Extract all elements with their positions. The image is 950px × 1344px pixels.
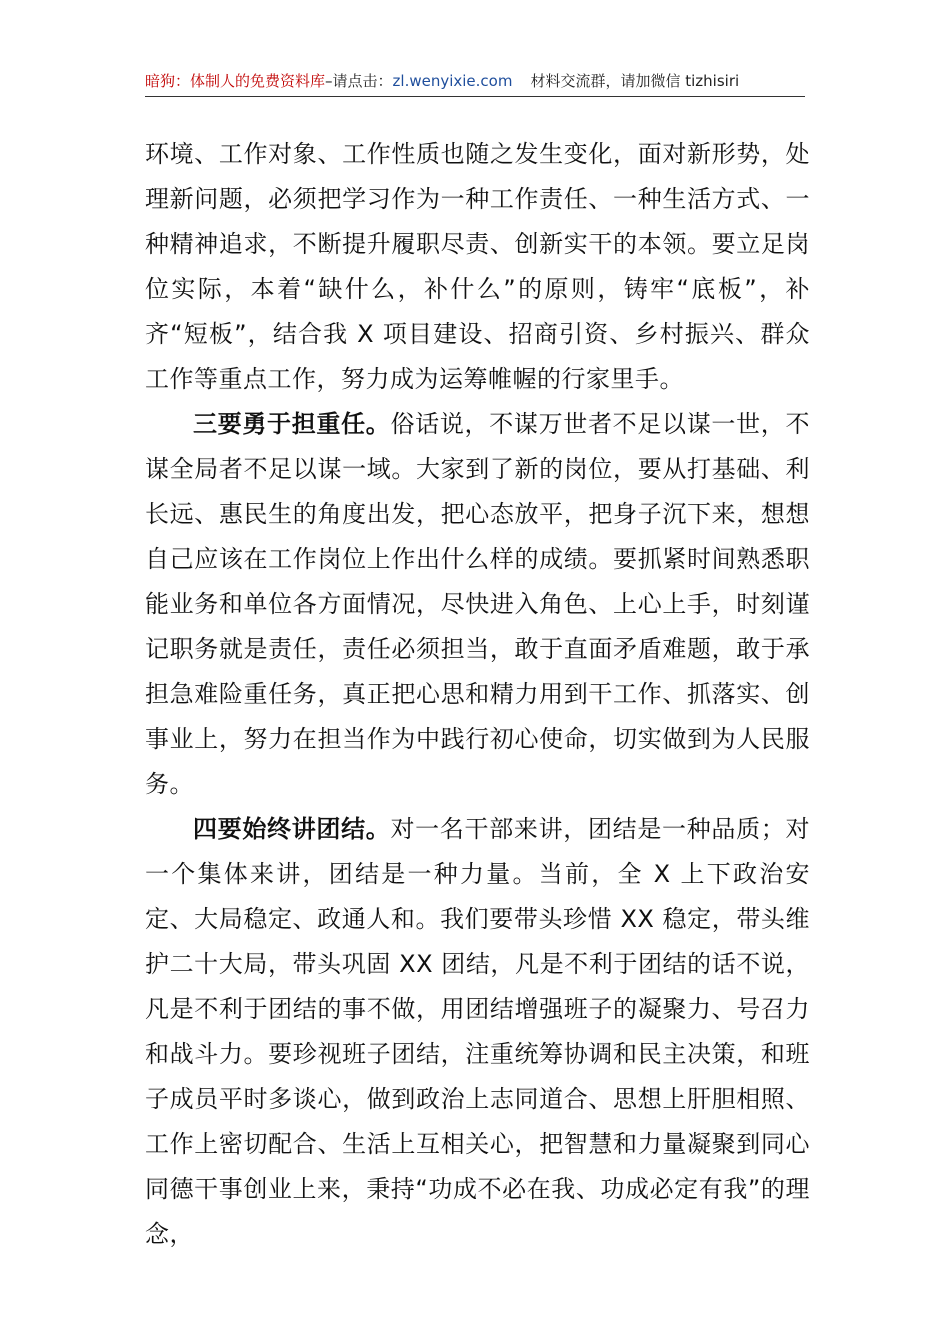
page-header (145, 66, 805, 97)
header-wechat-note: 材料交流群，请加微信 tizhisiri (530, 72, 740, 90)
paragraph-continuation (145, 132, 810, 402)
paragraph-section-four (145, 807, 810, 1257)
section-heading: 三要勇于担重任。 (193, 410, 391, 438)
paragraph-text: 对一名干部来讲，团结是一种品质；对一个集体来讲，团结是一种力量。当前，全 X 上下政治安定、大局稳定、政通人和。我们要带头珍惜 XX 稳定，带头维护二十大局，带头巩固 XX 团结，凡是不利于团结的话不说，凡是不利于团结的事不做，用团结增强班子的凝聚力、号召力和战斗力。要珍视班子团结，注重统筹协调和民主决策，和班子成员平时多谈心，做到政治上志同道合、思想上肝胆相照、工作上密切配合、生活上互相关心，把智慧和力量凝聚到同心同德干事创业上来，秉持“功成不必在我、功成必定有我”的理念， (145, 815, 810, 1248)
header-click-prompt: –请点击： (325, 72, 393, 90)
header-brand: 暗狗：体制人的免费资料库 (145, 72, 326, 90)
section-heading: 四要始终讲团结。 (193, 815, 391, 843)
paragraph-text: 环境、工作对象、工作性质也随之发生变化，面对新形势，处理新问题，必须把学习作为一种工作责任、一种生活方式、一种精神追求，不断提升履职尽责、创新实干的本领。要立足岗位实际，本着“缺什么，补什么”的原则，铸牢“底板”，补齐“短板”，结合我 X 项目建设、招商引资、乡村振兴、群众工作等重点工作，努力成为运筹帷幄的行家里手。 (145, 140, 810, 393)
header-url-link[interactable]: zl.wenyixie.com (392, 72, 513, 90)
paragraph-text: 俗话说，不谋万世者不足以谋一世，不谋全局者不足以谋一域。大家到了新的岗位，要从打基础、利长远、惠民生的角度出发，把心态放平，把身子沉下来，想想自己应该在工作岗位上作出什么样的成绩。要抓紧时间熟悉职能业务和单位各方面情况，尽快进入角色、上心上手，时刻谨记职务就是责任，责任必须担当，敢于直面矛盾难题，敢于承担急难险重任务，真正把心思和精力用到干工作、抓落实、创事业上，努力在担当作为中践行初心使命，切实做到为人民服务。 (145, 410, 810, 798)
paragraph-section-three (145, 402, 810, 807)
document-body (145, 132, 810, 1257)
